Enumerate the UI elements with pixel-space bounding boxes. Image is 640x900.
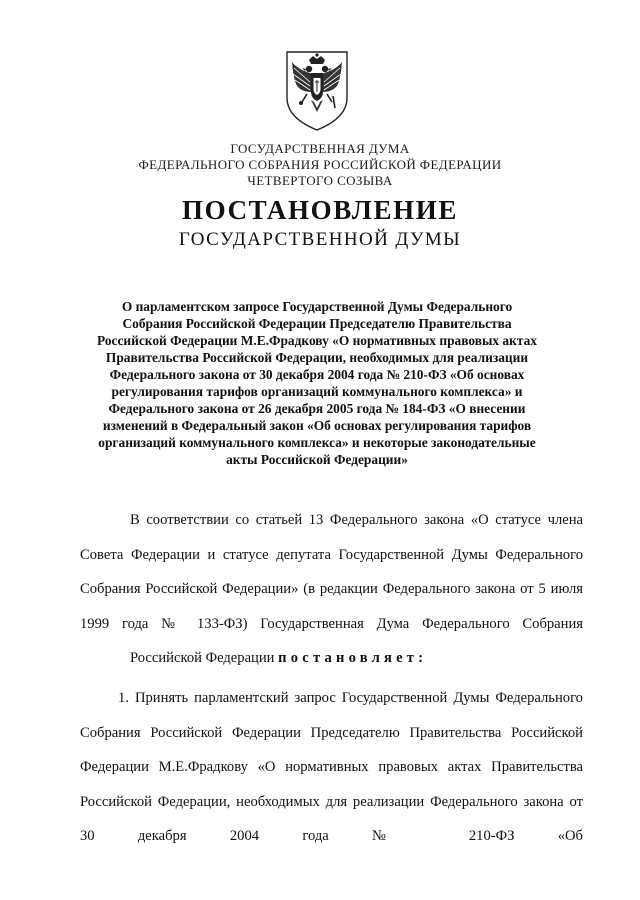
org-name-line-1: ГОСУДАРСТВЕННАЯ ДУМА [230, 141, 410, 156]
item-number: 1. [118, 690, 129, 706]
item-text: Принять парламентский запрос Государственной Думы Федерального Собрания Российской Федерации Председателю Правительства Российской Федерации М.Е.Фрадкову «О нормативных правовых актах Правительства Российской Федерации, необходимых для реализации Федерального закона от 30 декабря 2004 года № 210-ФЗ «Об [80, 690, 583, 844]
document-issuer: ГОСУДАРСТВЕННОЙ ДУМЫ [178, 229, 462, 250]
preamble-text: В соответствии со статьей 13 Федерального закона «О статусе члена Совета Федерации и статусе депутата Государственной Думы Федерального Собрания Российской Федерации» (в редакции Федерального закона от 5 июля 1999 года № 133-ФЗ) Государственная Дума Федерального Собрания [80, 512, 583, 632]
resolves-word: постановляет: [278, 650, 428, 666]
document-type-title: ПОСТАНОВЛЕНИЕ [182, 195, 458, 225]
preamble-end: Российской Федерации [130, 650, 275, 666]
resolution-item-1 [80, 681, 583, 854]
preamble-last-line [80, 641, 583, 676]
org-name-line-2: ФЕДЕРАЛЬНОГО СОБРАНИЯ РОССИЙСКОЙ ФЕДЕРАЦИИ [138, 157, 502, 172]
convocation-line: ЧЕТВЕРТОГО СОЗЫВА [247, 173, 393, 188]
coat-of-arms-emblem-icon [282, 46, 352, 132]
document-subject: О парламентском запросе Государственной Думы Федерального Собрания Российской Федерации Председателю Правительства Российской Федерации М.Е.Фрадкову «О нормативных правовых актах Правительства Российской Федерации, необходимых для реализации Федерального закона от 30 декабря 2004 года № 210-ФЗ «Об основах регулирования тарифов организаций коммунального комплекса» и Федерального закона от 26 декабря 2005 года № 184-ФЗ «О внесении изменений в Федеральный закон «Об основах регулирования тарифов организаций коммунального комплекса» и некоторые законодательные акты Российской Федерации» [97, 299, 537, 467]
preamble-paragraph [80, 503, 583, 676]
